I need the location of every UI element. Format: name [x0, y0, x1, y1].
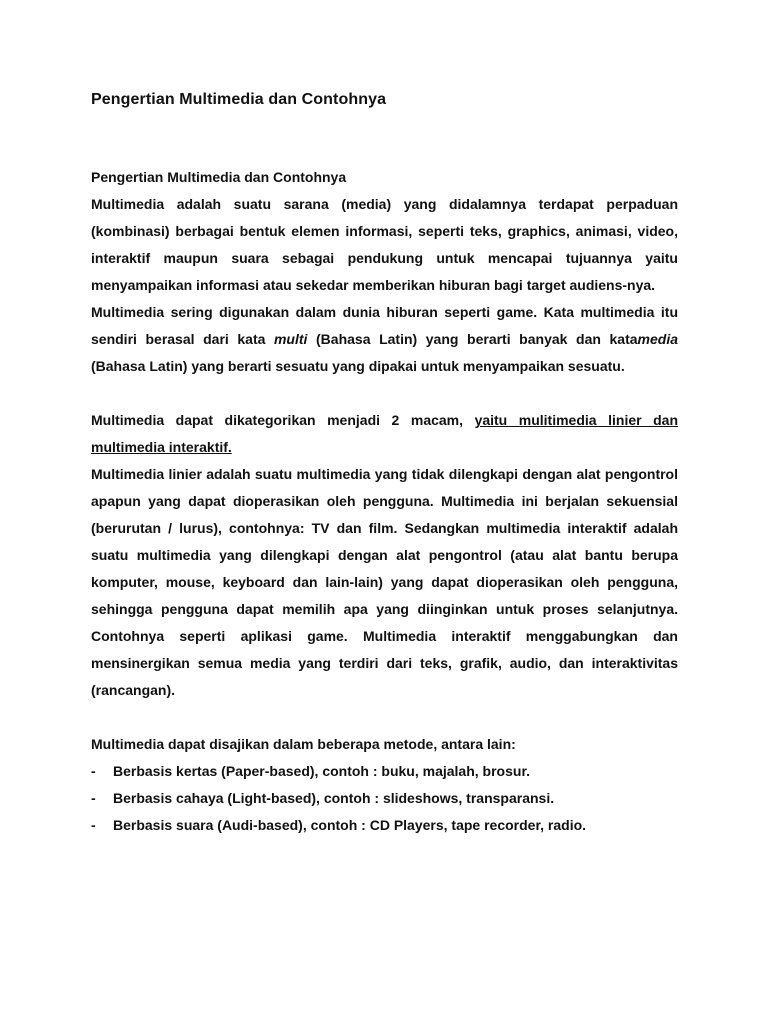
document-body — [91, 164, 678, 839]
underlined-categories: yaitu mulitimedia linier dan multimedia interaktif. — [91, 412, 678, 455]
paragraph-gap — [91, 380, 678, 407]
italic-word-multi: multi — [273, 331, 308, 347]
paragraph-definition: Multimedia adalah suatu sarana (media) yang didalamnya terdapat perpaduan (kombinasi) berbagai bentuk elemen informasi, seperti teks, graphics, animasi, video, interaktif maupun suara sebagai pendukung untuk mencapai tujuannya yaitu menyampaikan informasi atau sekedar memberikan hiburan bagi target audiens-nya. — [91, 196, 678, 293]
document-title: Pengertian Multimedia dan Contohnya — [91, 91, 387, 108]
list-dash: - — [91, 817, 96, 833]
paragraph-gap — [91, 704, 678, 731]
paragraph-etymology — [91, 299, 678, 380]
list-item-text: Berbasis kertas (Paper-based), contoh : buku, majalah, brosur. — [113, 763, 531, 779]
paragraph-etymology-text-2: (Bahasa Latin) yang berarti banyak dan kata — [307, 331, 638, 347]
list-item — [91, 758, 678, 785]
italic-word-media: media — [637, 331, 678, 347]
list-dash: - — [91, 790, 96, 806]
list-item-text: Berbasis cahaya (Light-based), contoh : slideshows, transparansi. — [113, 790, 555, 806]
paragraph-categories — [91, 407, 678, 461]
list-item — [91, 785, 678, 812]
list-item — [91, 812, 678, 839]
methods-list — [91, 758, 678, 839]
paragraph-linear-interactive: Multimedia linier adalah suatu multimedia yang tidak dilengkapi dengan alat pengontrol apapun yang dapat dioperasikan oleh pengguna. Multimedia ini berjalan sekuensial (berurutan / lurus), contohnya: TV dan film. Sedangkan multimedia interaktif adalah suatu multimedia yang dilengkapi dengan alat pengontrol (atau alat bantu berupa komputer, mouse, keyboard dan lain-lain) yang dapat dioperasikan oleh pengguna, sehingga pengguna dapat memilih apa yang diinginkan untuk proses selanjutnya. Contohnya seperti aplikasi game. Multimedia interaktif menggabungkan dan mensinergikan semua media yang terdiri dari teks, grafik, audio, dan interaktivitas (rancangan). — [91, 466, 678, 698]
section-subtitle: Pengertian Multimedia dan Contohnya — [91, 169, 347, 185]
paragraph-categories-text: Multimedia dapat dikategorikan menjadi 2 macam, — [91, 412, 475, 428]
list-item-text: Berbasis suara (Audi-based), contoh : CD Players, tape recorder, radio. — [113, 817, 587, 833]
paragraph-etymology-text-1: Multimedia sering digunakan dalam dunia hiburan seperti game. Kata multimedia itu sendiri berasal dari kata — [91, 304, 678, 347]
list-dash: - — [91, 763, 96, 779]
paragraph-etymology-text-3: (Bahasa Latin) yang berarti sesuatu yang dipakai untuk menyampaikan sesuatu. — [91, 358, 625, 374]
methods-intro: Multimedia dapat disajikan dalam beberapa metode, antara lain: — [91, 736, 516, 752]
